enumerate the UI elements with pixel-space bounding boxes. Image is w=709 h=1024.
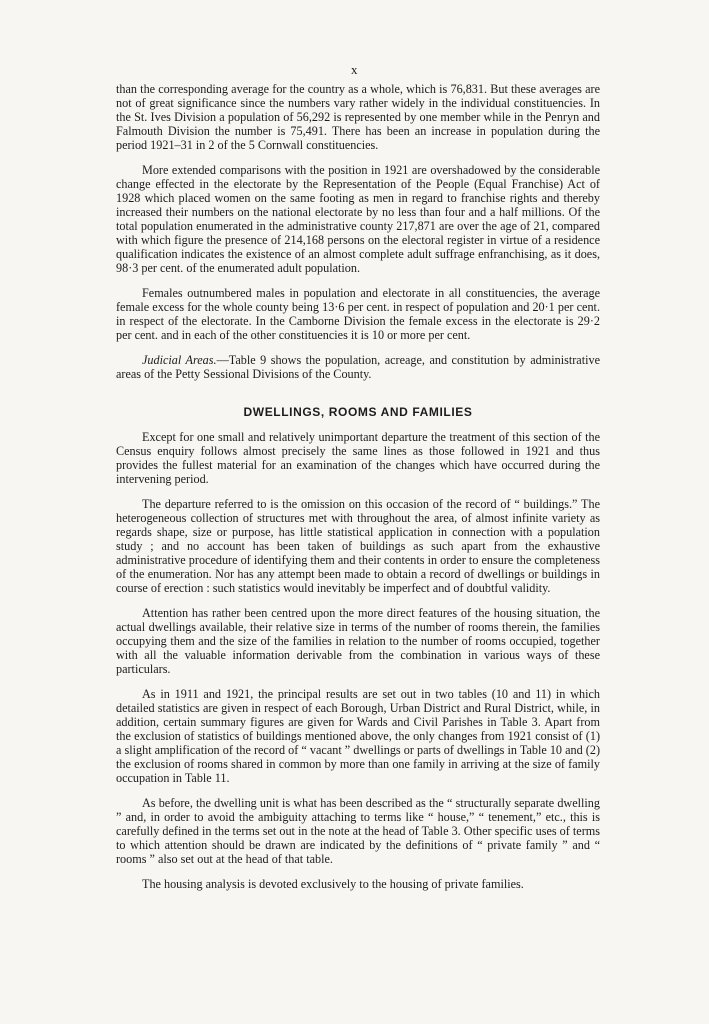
paragraph-dwelling-unit: As before, the dwelling unit is what has been described as the “ structurally separate dwelling ” and, in order to avoid the ambiguity attaching to terms like “ house,” “ tenement,” etc., this is carefully defined in the terms set out in the note at the head of Table 3. Other specific uses of terms to which attention should be drawn are indicated by the definitions of “ private family ” and “ rooms ” also set out at the head of that table.: [116, 796, 600, 866]
paragraph-continuation: than the corresponding average for the country as a whole, which is 76,831. But these averages are not of great significance since the numbers vary rather widely in the individual constituencies. In the St. Ives Division a population of 56,292 is represented by one member while in the Penryn and Falmouth Division the number is 75,491. There has been an increase in population during the period 1921–31 in 2 of the 5 Cornwall constituencies.: [116, 82, 600, 152]
paragraph-electorate-comparison: More extended comparisons with the position in 1921 are overshadowed by the considerable change effected in the electorate by the Representation of the People (Equal Franchise) Act of 1928 which placed women on the same footing as men in regard to franchise rights and thereby increased their numbers on the national electorate by no less than four and a half millions. Of the total population enumerated in the administrative county 217,871 are over the age of 21, compared with which figure the presence of 214,168 persons on the electoral register in virtue of a residence qualification indicates the existence of an almost complete adult suffrage enfranchising, as it does, 98·3 per cent. of the enumerated adult population.: [116, 163, 600, 275]
judicial-areas-text: —Table 9 shows the population, acreage, and constitution by administrative areas of the Petty Sessional Divisions of the County.: [116, 353, 600, 381]
paragraph-housing-analysis: The housing analysis is devoted exclusively to the housing of private families.: [142, 877, 524, 891]
paragraph-female-excess: Females outnumbered males in population and electorate in all constituencies, the average female excess for the whole county being 13·6 per cent. in respect of population and 20·1 per cent. in respect of the electorate. In the Camborne Division the female excess in the electorate is 29·2 per cent. and in each of the other constituencies it is 10 or more per cent.: [116, 286, 600, 342]
section-heading: DWELLINGS, ROOMS AND FAMILIES: [243, 405, 473, 419]
body-text: [116, 82, 600, 891]
paragraph-buildings-omission: The departure referred to is the omission on this occasion of the record of “ buildings.” The heterogeneous collection of structures met with throughout the area, of almost infinite variety as regards shape, size or purpose, has little statistical application in connection with a population study ; and no account has been taken of buildings as such apart from the exhaustive administrative procedure of identifying them and their contents in order to ensure the completeness of the enumeration. Nor has any attempt been made to obtain a record of dwellings or buildings in course of erection : such statistics would inevitably be imperfect and of doubtful validity.: [116, 497, 600, 595]
paragraph-judicial-areas: [116, 353, 600, 381]
judicial-areas-label: Judicial Areas.: [142, 353, 217, 367]
paragraph-housing-features: Attention has rather been centred upon the more direct features of the housing situation, the actual dwellings available, their relative size in terms of the number of rooms therein, the families occupying them and the size of the families in relation to the number of rooms occupied, together with all the valuable information derivable from the combination in various ways of these particulars.: [116, 606, 600, 676]
page-number: x: [351, 62, 358, 77]
paragraph-principal-results: As in 1911 and 1921, the principal results are set out in two tables (10 and 11) in which detailed statistics are given in respect of each Borough, Urban District and Rural District, while, in addition, certain summary figures are given for Wards and Civil Parishes in Table 3. Apart from the exclusion of statistics of buildings mentioned above, the only changes from 1921 consist of (1) a slight amplification of the record of “ vacant ” dwellings or parts of dwellings in Table 10 and (2) the exclusion of rooms shared in common by more than one family in arriving at the size of family occupation in Table 11.: [116, 687, 600, 785]
paragraph-census-treatment: Except for one small and relatively unimportant departure the treatment of this section of the Census enquiry follows almost precisely the same lines as those followed in 1921 and thus provides the fullest material for an examination of the changes which have occurred during the intervening period.: [116, 430, 600, 486]
